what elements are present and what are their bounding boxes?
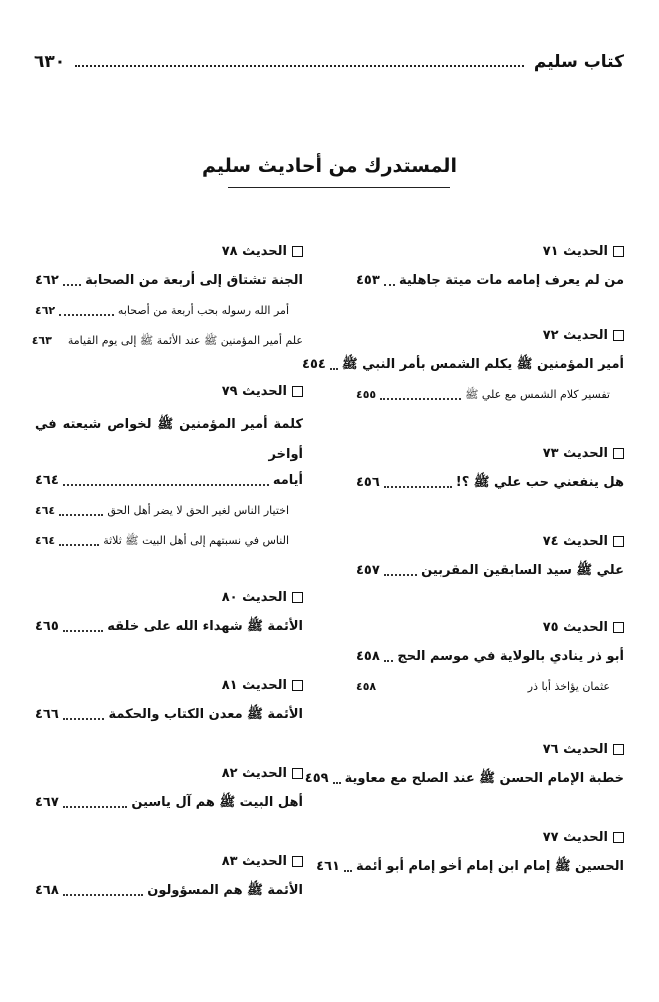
dot-leader <box>63 718 105 720</box>
toc-entry-page: ٤٦١ <box>316 859 340 874</box>
hadith-block <box>356 616 624 698</box>
dot-leader <box>384 284 395 286</box>
left-column <box>31 240 303 922</box>
book-title: كتاب سليم <box>533 52 624 72</box>
toc-entry-page: ٤٥٣ <box>356 273 380 288</box>
hadith-heading: الحديث ٧٣ <box>356 442 624 464</box>
dot-leader <box>384 660 394 662</box>
toc-entry-title: الأئمة ﷺ هم المسؤولون <box>147 883 303 898</box>
toc-entry-title: الأئمة ﷺ شهداء الله على خلقه <box>107 619 303 634</box>
dot-leader <box>344 870 352 872</box>
checkbox-square-icon <box>613 622 624 633</box>
hadith-block <box>356 442 624 494</box>
toc-entry-page: ٤٦٦ <box>35 707 59 722</box>
toc-entry[interactable] <box>356 560 624 582</box>
hadith-heading: الحديث ٧٢ <box>356 324 624 346</box>
toc-entry-title: خطبة الإمام الحسن ﷺ عند الصلح مع معاوية <box>344 771 624 786</box>
dot-leader <box>63 894 143 896</box>
toc-entry-title: علم أمير المؤمنين ﷺ عند الأئمة ﷺ إلى يوم القيامة <box>67 334 303 347</box>
toc-entry-title: تفسير كلام الشمس مع علي ﷺ <box>465 388 610 401</box>
toc-entry[interactable] <box>316 856 624 878</box>
hadith-heading: الحديث ٧٧ <box>356 826 624 848</box>
toc-entry-title: الحسين ﷺ إمام ابن إمام أخو إمام أبو أئمة <box>355 859 624 874</box>
toc-entry-page: ٤٦٣ <box>31 334 52 347</box>
dot-leader <box>384 574 417 576</box>
toc-entry-title: الجنة تشتاق إلى أربعة من الصحابة <box>85 273 303 288</box>
toc-entry[interactable] <box>356 472 624 494</box>
toc-entry[interactable] <box>35 704 303 726</box>
hadith-block <box>35 850 303 902</box>
toc-entry[interactable] <box>356 646 624 668</box>
hadith-block <box>302 324 624 406</box>
toc-entry-page: ٤٦٧ <box>35 795 59 810</box>
dot-leader <box>63 484 269 486</box>
toc-entry-title: أبو ذر ينادي بالولاية في موسم الحج <box>397 649 624 664</box>
title-underline <box>228 184 450 188</box>
toc-entry-title: عثمان يؤاخذ أبا ذر <box>527 680 610 693</box>
toc-entry[interactable] <box>304 768 624 790</box>
checkbox-square-icon <box>292 680 303 691</box>
toc-entry-title: أهل البيت ﷺ هم آل ياسين <box>131 795 303 810</box>
hadith-block <box>356 530 624 582</box>
hadith-heading: الحديث ٧٨ <box>35 240 303 262</box>
hadith-heading: الحديث ٧١ <box>356 240 624 262</box>
toc-entry-title: علي ﷺ سيد السابقين المقربين <box>421 563 624 578</box>
toc-entry-page: ٤٥٥ <box>356 388 377 401</box>
dot-leader <box>59 514 103 516</box>
hadith-block <box>35 586 303 638</box>
toc-entry-page: ٤٥٩ <box>304 771 329 786</box>
toc-entry-page: ٤٥٤ <box>302 357 326 372</box>
toc-entry-page: ٤٦٢ <box>35 273 59 288</box>
toc-subentry[interactable] <box>356 676 624 698</box>
checkbox-square-icon <box>613 832 624 843</box>
toc-entry[interactable] <box>35 616 303 638</box>
dot-leader <box>333 782 341 784</box>
hadith-heading: الحديث ٧٦ <box>356 738 624 760</box>
toc-subentry[interactable] <box>31 330 303 352</box>
toc-entry-page: ٤٥٨ <box>356 649 380 664</box>
hadith-block <box>31 240 303 352</box>
checkbox-square-icon <box>292 246 303 257</box>
toc-subentry[interactable] <box>356 384 624 406</box>
dot-leader <box>63 284 81 286</box>
toc-entry-page: ٤٥٨ <box>356 680 377 693</box>
toc-entry-title: أمر الله رسوله بحب أربعة من أصحابه <box>117 304 289 317</box>
toc-entry-title: أمير المؤمنين ﷺ يكلم الشمس بأمر النبي ﷺ <box>341 357 624 372</box>
toc-entry[interactable] <box>35 270 303 292</box>
toc-entry[interactable] <box>356 270 624 292</box>
header-dot-leader <box>75 57 524 67</box>
toc-entry-page: ٤٦٨ <box>35 883 59 898</box>
toc-entry-page: ٤٦٤ <box>35 504 56 517</box>
dot-leader <box>63 630 103 632</box>
checkbox-square-icon <box>292 768 303 779</box>
hadith-block <box>304 738 624 790</box>
hadith-heading: الحديث ٧٥ <box>356 616 624 638</box>
dot-leader <box>59 544 99 546</box>
toc-entry-title: من لم يعرف إمامه مات ميتة جاهلية <box>398 273 624 288</box>
toc-entry-title: الأئمة ﷺ معدن الكتاب والحكمة <box>108 707 303 722</box>
toc-subentry[interactable] <box>35 300 303 322</box>
dot-leader <box>384 486 452 488</box>
toc-entry-page: ٤٦٥ <box>35 619 59 634</box>
toc-entry-title: الناس في نسبتهم إلى أهل البيت ﷺ ثلاثة <box>103 534 289 547</box>
checkbox-square-icon <box>613 536 624 547</box>
hadith-heading: الحديث ٧٤ <box>356 530 624 552</box>
dot-leader <box>380 398 461 400</box>
page-title: المستدرك من أحاديث سليم <box>202 155 457 177</box>
toc-entry-title: هل ينفعني حب علي ﷺ ؟! <box>455 475 624 490</box>
hadith-heading: الحديث ٨٠ <box>35 586 303 608</box>
checkbox-square-icon <box>613 744 624 755</box>
toc-entry[interactable] <box>35 470 303 492</box>
toc-entry-page: ٤٦٤ <box>35 473 59 488</box>
dot-leader <box>63 806 128 808</box>
toc-entry-page: ٤٦٤ <box>35 534 56 547</box>
checkbox-square-icon <box>613 246 624 257</box>
hadith-block <box>35 674 303 726</box>
hadith-heading: الحديث ٨١ <box>35 674 303 696</box>
right-column <box>302 240 624 898</box>
hadith-block <box>35 380 303 552</box>
hadith-block <box>316 826 624 878</box>
toc-subentry[interactable] <box>35 500 303 522</box>
checkbox-square-icon <box>292 592 303 603</box>
running-header <box>34 48 624 76</box>
dot-leader <box>330 368 338 370</box>
dot-leader <box>59 314 114 316</box>
toc-entry-title: أيامه <box>272 473 303 488</box>
toc-entry[interactable] <box>35 880 303 902</box>
checkbox-square-icon <box>613 330 624 341</box>
toc-entry-page: ٤٥٦ <box>356 475 380 490</box>
toc-entry-page: ٤٦٢ <box>35 304 56 317</box>
hadith-heading: الحديث ٨٢ <box>35 762 303 784</box>
hadith-block <box>356 240 624 292</box>
hadith-block <box>35 762 303 814</box>
hadith-heading: الحديث ٧٩ <box>35 380 303 402</box>
page-number: ٦٣٠ <box>34 52 66 72</box>
toc-entry[interactable] <box>302 354 624 376</box>
toc-subentry[interactable] <box>35 530 303 552</box>
toc-entry-page: ٤٥٧ <box>356 563 380 578</box>
toc-entry-title: اختيار الناس لغير الحق لا يضر أهل الحق <box>107 504 289 517</box>
toc-entry[interactable] <box>35 792 303 814</box>
toc-entry-multiline[interactable]: كلمة أمير المؤمنين ﷺ لخواص شيعته في أواخر <box>35 417 303 462</box>
checkbox-square-icon <box>292 386 303 397</box>
hadith-heading: الحديث ٨٣ <box>35 850 303 872</box>
checkbox-square-icon <box>292 856 303 867</box>
checkbox-square-icon <box>613 448 624 459</box>
